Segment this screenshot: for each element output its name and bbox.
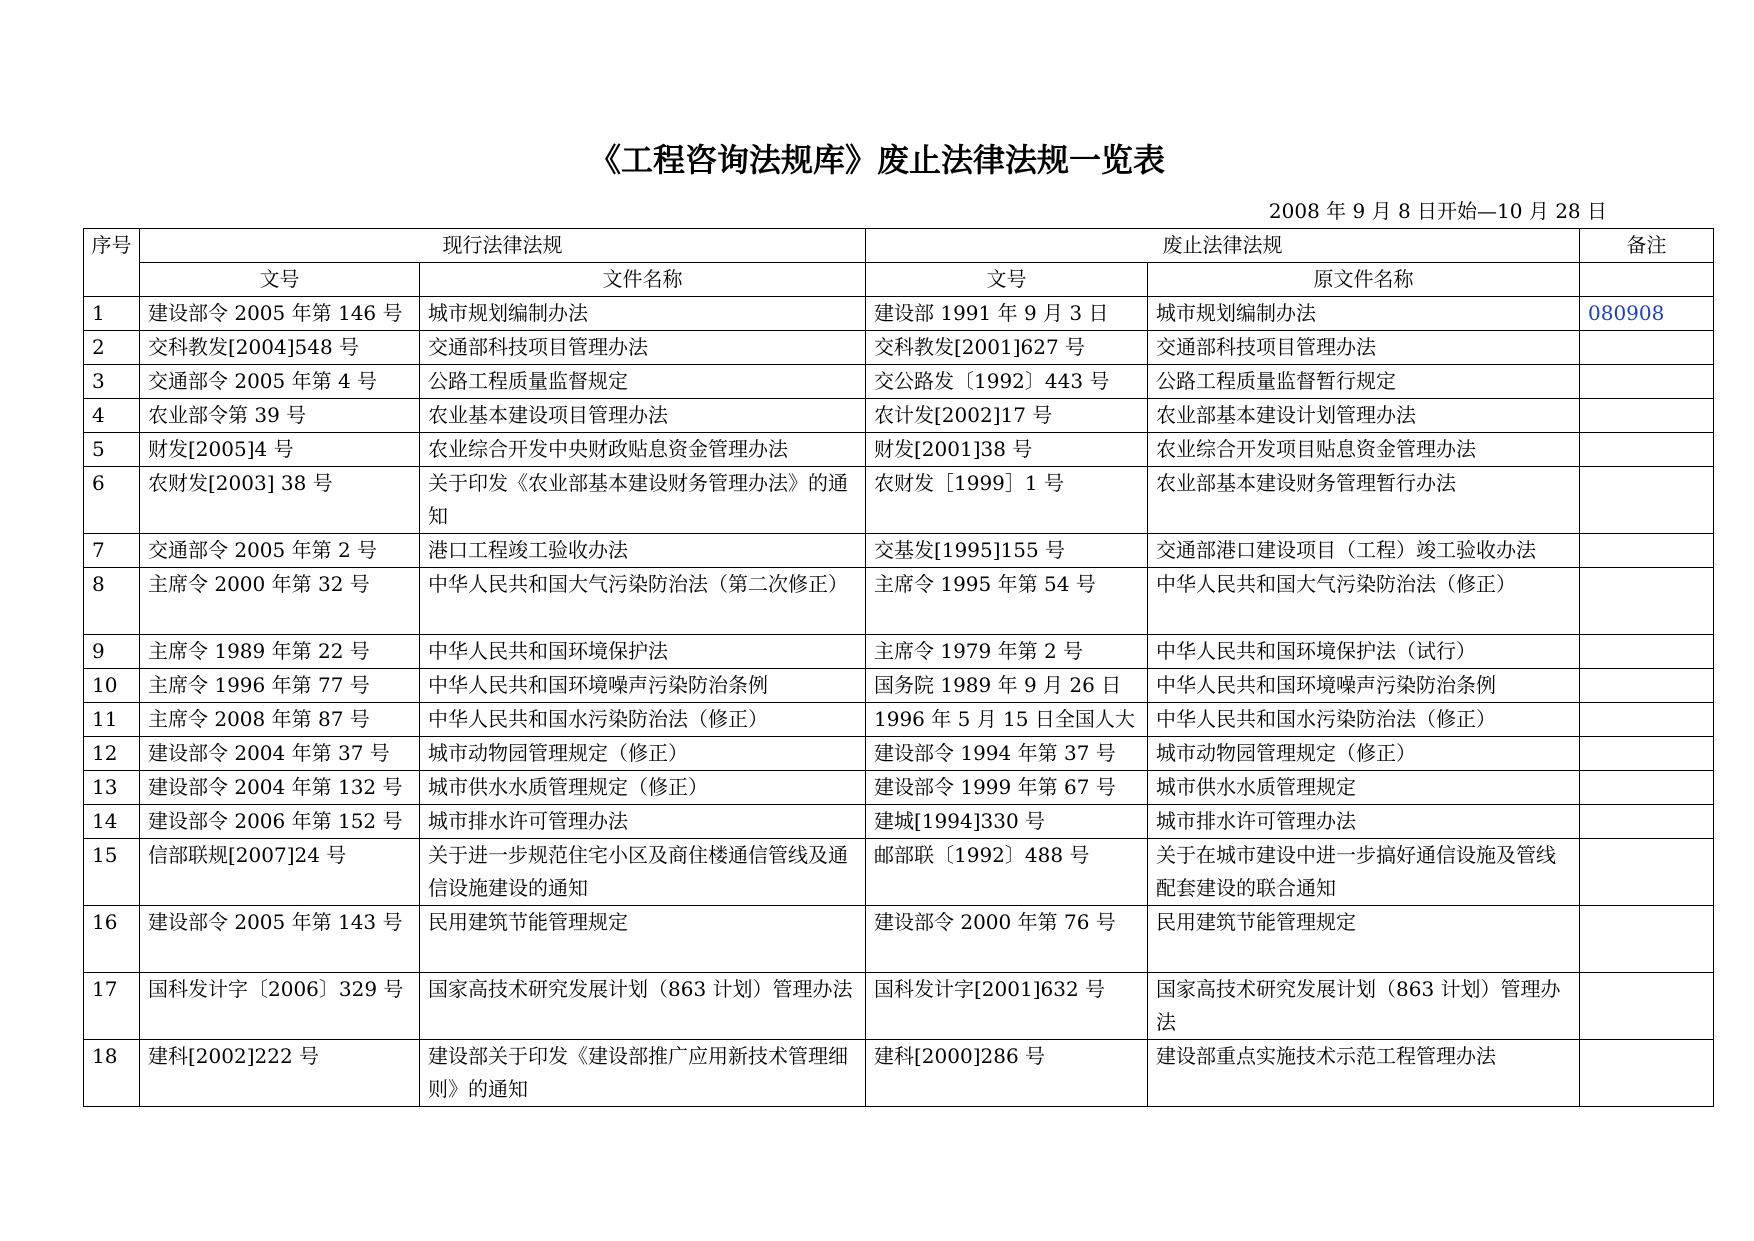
table-row (84, 534, 1714, 568)
repealed-doc-name-cell: 城市排水许可管理办法 (1148, 805, 1580, 839)
table-row (84, 331, 1714, 365)
current-doc-name-cell: 中华人民共和国水污染防治法（修正） (420, 703, 866, 737)
repealed-doc-name-cell: 城市动物园管理规定（修正） (1148, 737, 1580, 771)
repealed-doc-no-cell: 农计发[2002]17 号 (866, 399, 1148, 433)
repealed-doc-name-cell: 公路工程质量监督暂行规定 (1148, 365, 1580, 399)
note-subheader-empty (1580, 263, 1714, 297)
current-doc-no-cell: 信部联规[2007]24 号 (140, 839, 420, 906)
note-cell (1580, 1040, 1714, 1107)
current-doc-name-cell: 城市动物园管理规定（修正） (420, 737, 866, 771)
note-cell (1580, 703, 1714, 737)
current-doc-no-cell: 建设部令 2005 年第 143 号 (140, 906, 420, 973)
current-doc-name-cell: 国家高技术研究发展计划（863 计划）管理办法 (420, 973, 866, 1040)
repealed-doc-no-cell: 建设部令 1999 年第 67 号 (866, 771, 1148, 805)
table-row (84, 568, 1714, 635)
current-doc-name-cell: 城市规划编制办法 (420, 297, 866, 331)
page-title: 《工程咨询法规库》废止法律法规一览表 (588, 141, 1165, 179)
current-doc-name-cell: 中华人民共和国大气污染防治法（第二次修正） (420, 568, 866, 635)
table-row (84, 839, 1714, 906)
repealed-doc-no-cell: 1996 年 5 月 15 日全国人大 (866, 703, 1148, 737)
note-cell (1580, 771, 1714, 805)
note-cell (1580, 635, 1714, 669)
repealed-doc-no-cell: 邮部联〔1992〕488 号 (866, 839, 1148, 906)
current-doc-no-cell: 建设部令 2006 年第 152 号 (140, 805, 420, 839)
current-doc-name-cell: 民用建筑节能管理规定 (420, 906, 866, 973)
note-cell (1580, 365, 1714, 399)
current-doc-no-cell: 财发[2005]4 号 (140, 433, 420, 467)
current-doc-no-cell: 主席令 2000 年第 32 号 (140, 568, 420, 635)
current-doc-no-cell: 建设部令 2005 年第 146 号 (140, 297, 420, 331)
table-row (84, 703, 1714, 737)
repealed-doc-name-cell: 农业部基本建设计划管理办法 (1148, 399, 1580, 433)
table-row (84, 805, 1714, 839)
repealed-doc-no-cell: 交基发[1995]155 号 (866, 534, 1148, 568)
repealed-doc-no-cell: 建城[1994]330 号 (866, 805, 1148, 839)
current-doc-no-cell: 主席令 2008 年第 87 号 (140, 703, 420, 737)
current-doc-no-cell: 国科发计字〔2006〕329 号 (140, 973, 420, 1040)
serial-cell: 4 (84, 399, 140, 433)
repealed-doc-name-cell: 城市供水水质管理规定 (1148, 771, 1580, 805)
current-doc-no-cell: 交通部令 2005 年第 2 号 (140, 534, 420, 568)
repealed-doc-name-cell: 农业部基本建设财务管理暂行办法 (1148, 467, 1580, 534)
repealed-doc-no-cell: 国务院 1989 年 9 月 26 日 (866, 669, 1148, 703)
note-cell (1580, 399, 1714, 433)
repealed-doc-name-cell: 中华人民共和国大气污染防治法（修正） (1148, 568, 1580, 635)
current-doc-name-cell: 农业基本建设项目管理办法 (420, 399, 866, 433)
date-range: 2008 年 9 月 8 日开始—10 月 28 日 (1268, 199, 1607, 223)
table-row (84, 771, 1714, 805)
note-cell (1580, 534, 1714, 568)
serial-cell: 16 (84, 906, 140, 973)
note-cell (1580, 467, 1714, 534)
note-cell (1580, 805, 1714, 839)
serial-cell: 3 (84, 365, 140, 399)
current-doc-name-cell: 中华人民共和国环境保护法 (420, 635, 866, 669)
table-row (84, 737, 1714, 771)
repealed-doc-name-cell: 民用建筑节能管理规定 (1148, 906, 1580, 973)
current-doc-name-cell: 农业综合开发中央财政贴息资金管理办法 (420, 433, 866, 467)
table-row (84, 973, 1714, 1040)
note-link[interactable]: 080908 (1588, 301, 1665, 325)
repealed-doc-name-cell: 中华人民共和国水污染防治法（修正） (1148, 703, 1580, 737)
repealed-doc-name-cell: 建设部重点实施技术示范工程管理办法 (1148, 1040, 1580, 1107)
current-doc-no-cell: 建设部令 2004 年第 37 号 (140, 737, 420, 771)
repealed-doc-no-cell: 建设部令 1994 年第 37 号 (866, 737, 1148, 771)
serial-cell: 7 (84, 534, 140, 568)
current-doc-name-cell: 建设部关于印发《建设部推广应用新技术管理细则》的通知 (420, 1040, 866, 1107)
repealed-laws-header: 废止法律法规 (866, 229, 1580, 263)
repealed-doc-no-cell: 交公路发〔1992〕443 号 (866, 365, 1148, 399)
table-row (84, 297, 1714, 331)
repealed-doc-no-cell: 国科发计字[2001]632 号 (866, 973, 1148, 1040)
repealed-doc-name-cell: 中华人民共和国环境保护法（试行） (1148, 635, 1580, 669)
note-cell (1580, 297, 1714, 331)
serial-cell: 17 (84, 973, 140, 1040)
table-row (84, 669, 1714, 703)
current-laws-header: 现行法律法规 (140, 229, 866, 263)
table-row (84, 433, 1714, 467)
table-row (84, 467, 1714, 534)
current-doc-name-cell: 城市排水许可管理办法 (420, 805, 866, 839)
note-cell (1580, 973, 1714, 1040)
current-doc-name-cell: 公路工程质量监督规定 (420, 365, 866, 399)
serial-header: 序号 (84, 229, 140, 297)
repealed-doc-no-cell: 建设部 1991 年 9 月 3 日 (866, 297, 1148, 331)
serial-cell: 9 (84, 635, 140, 669)
note-cell (1580, 331, 1714, 365)
table-row (84, 635, 1714, 669)
serial-cell: 11 (84, 703, 140, 737)
serial-cell: 5 (84, 433, 140, 467)
table-row (84, 399, 1714, 433)
repealed-laws-table (83, 228, 1714, 1107)
repealed-doc-no-cell: 交科教发[2001]627 号 (866, 331, 1148, 365)
repealed-doc-no-cell: 建设部令 2000 年第 76 号 (866, 906, 1148, 973)
table-row (84, 906, 1714, 973)
table-row (84, 365, 1714, 399)
current-doc-no-cell: 主席令 1989 年第 22 号 (140, 635, 420, 669)
note-cell (1580, 737, 1714, 771)
repealed-doc-no-cell: 主席令 1979 年第 2 号 (866, 635, 1148, 669)
repealed-doc-name-header: 原文件名称 (1148, 263, 1580, 297)
repealed-doc-name-cell: 交通部港口建设项目（工程）竣工验收办法 (1148, 534, 1580, 568)
current-doc-no-cell: 建设部令 2004 年第 132 号 (140, 771, 420, 805)
serial-cell: 13 (84, 771, 140, 805)
serial-cell: 6 (84, 467, 140, 534)
current-doc-name-cell: 城市供水水质管理规定（修正） (420, 771, 866, 805)
current-doc-no-cell: 农业部令第 39 号 (140, 399, 420, 433)
current-doc-name-cell: 港口工程竣工验收办法 (420, 534, 866, 568)
note-header: 备注 (1580, 229, 1714, 263)
serial-cell: 14 (84, 805, 140, 839)
repealed-doc-name-cell: 农业综合开发项目贴息资金管理办法 (1148, 433, 1580, 467)
serial-cell: 15 (84, 839, 140, 906)
note-cell (1580, 568, 1714, 635)
current-doc-name-cell: 中华人民共和国环境噪声污染防治条例 (420, 669, 866, 703)
note-cell (1580, 839, 1714, 906)
current-doc-no-cell: 交通部令 2005 年第 4 号 (140, 365, 420, 399)
current-doc-no-cell: 交科教发[2004]548 号 (140, 331, 420, 365)
note-cell (1580, 669, 1714, 703)
current-doc-no-cell: 建科[2002]222 号 (140, 1040, 420, 1107)
repealed-doc-name-cell: 城市规划编制办法 (1148, 297, 1580, 331)
serial-cell: 2 (84, 331, 140, 365)
note-cell (1580, 906, 1714, 973)
repealed-doc-no-cell: 农财发［1999］1 号 (866, 467, 1148, 534)
serial-cell: 8 (84, 568, 140, 635)
repealed-doc-no-cell: 建科[2000]286 号 (866, 1040, 1148, 1107)
current-doc-name-cell: 关于印发《农业部基本建设财务管理办法》的通知 (420, 467, 866, 534)
repealed-doc-no-header: 文号 (866, 263, 1148, 297)
serial-cell: 10 (84, 669, 140, 703)
serial-cell: 12 (84, 737, 140, 771)
current-doc-no-cell: 主席令 1996 年第 77 号 (140, 669, 420, 703)
current-doc-name-cell: 交通部科技项目管理办法 (420, 331, 866, 365)
serial-cell: 18 (84, 1040, 140, 1107)
repealed-doc-name-cell: 中华人民共和国环境噪声污染防治条例 (1148, 669, 1580, 703)
note-cell (1580, 433, 1714, 467)
serial-cell: 1 (84, 297, 140, 331)
current-doc-no-header: 文号 (140, 263, 420, 297)
current-doc-name-cell: 关于进一步规范住宅小区及商住楼通信管线及通信设施建设的通知 (420, 839, 866, 906)
repealed-doc-no-cell: 主席令 1995 年第 54 号 (866, 568, 1148, 635)
repealed-doc-name-cell: 交通部科技项目管理办法 (1148, 331, 1580, 365)
current-doc-no-cell: 农财发[2003] 38 号 (140, 467, 420, 534)
repealed-doc-no-cell: 财发[2001]38 号 (866, 433, 1148, 467)
table-row (84, 1040, 1714, 1107)
repealed-doc-name-cell: 国家高技术研究发展计划（863 计划）管理办法 (1148, 973, 1580, 1040)
repealed-doc-name-cell: 关于在城市建设中进一步搞好通信设施及管线配套建设的联合通知 (1148, 839, 1580, 906)
current-doc-name-header: 文件名称 (420, 263, 866, 297)
